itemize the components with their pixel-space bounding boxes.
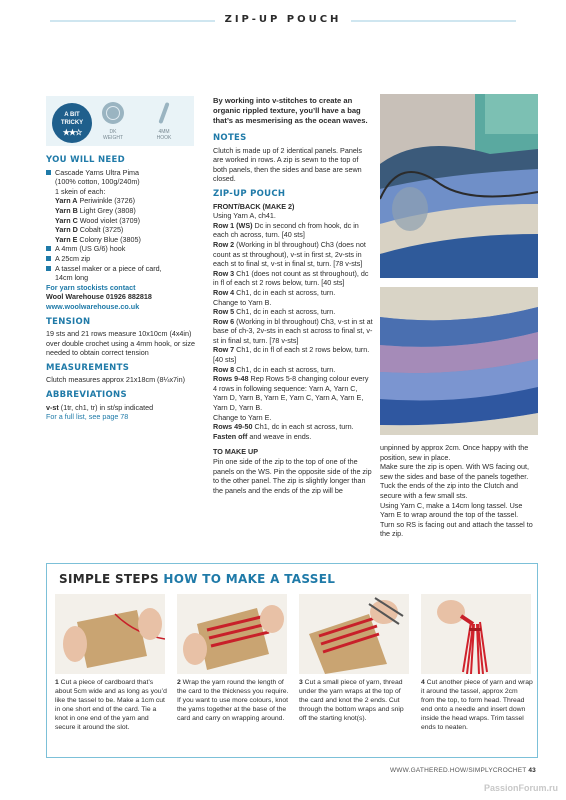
pattern-row: [213, 269, 373, 288]
notes-text: Clutch is made up of 2 identical panels. Panels are worked in rows. A zip is sewn to the top of both panels, then the sides and base are sewn closed.: [213, 145, 363, 184]
pattern-subheading: FRONT/BACK (MAKE 2): [213, 201, 295, 211]
difficulty-badge: [52, 103, 92, 143]
page-header: [0, 0, 566, 46]
stockists-url[interactable]: www.woolwarehouse.co.uk: [46, 301, 140, 311]
row-instruction: Rep Rows 5-8 changing colour every 4 rows in following sequence: Yarn A, Yarn C, Yarn D, Yarn B, Yarn E, Yarn C, Yarn A, Yarn E, Yarn D, Yarn B.: [213, 374, 369, 413]
pattern-row: [213, 432, 373, 442]
row-label: Row 7: [213, 345, 235, 355]
row-instruction: Change to Yarn B.: [213, 297, 272, 307]
row-instruction: Change to Yarn E.: [213, 412, 272, 422]
tassel-item-cont: 14cm long: [55, 273, 89, 283]
row-label: Row 1 (WS): [213, 220, 253, 230]
step-2-text: [177, 678, 289, 723]
stitch-closeup-photo: [380, 287, 538, 435]
yarn-weight-label: [93, 129, 133, 141]
yarn-code: Yarn E: [55, 234, 78, 244]
simple-steps-label: SIMPLE STEPS: [59, 572, 159, 586]
row-instruction: Dc in second ch from hook, dc in each ch across, turn. [40 sts]: [213, 220, 359, 240]
pattern-column: [213, 96, 373, 495]
step-description: Cut another piece of yarn and wrap it around the tassel, approx 2cm from the top, to form head. Thread end onto a needle and insert down inside the head wraps. Trim tassel ends to neaten.: [421, 679, 533, 731]
pattern-start: Using Yarn A, ch41.: [213, 211, 276, 221]
notes-heading: NOTES: [213, 133, 247, 143]
step-number: 4: [421, 679, 425, 686]
yarn-colour: Cobalt (3725): [79, 225, 124, 235]
crochet-hook-icon: [158, 102, 169, 124]
simple-steps-title: [59, 572, 335, 586]
step-3-text: [299, 678, 411, 723]
yarn-list-item: [46, 216, 206, 226]
row-instruction: Ch1, dc in each st across, turn.: [234, 364, 336, 374]
step-3-photo: [299, 594, 409, 674]
hook-size-value: 4MM: [158, 129, 170, 135]
page-title-text: ZIP-UP POUCH: [215, 14, 352, 25]
yarn-list-item: [46, 206, 206, 216]
step-number: 1: [55, 679, 59, 686]
abbreviations-heading: ABBREVIATIONS: [46, 390, 127, 401]
step-description: Wrap the yarn round the length of the card to the thickness you require. If you want to use more colours, knot the yarns together at the base of the card and carry on wrapping around.: [177, 679, 289, 722]
row-instruction: Ch1, dc in each st across, turn.: [252, 422, 354, 432]
yarn-spec: (100% cotton, 100g/240m): [55, 177, 140, 187]
yarn-list-item: [46, 196, 206, 206]
row-label: Row 8: [213, 364, 235, 374]
yarn-skein-note: 1 skein of each:: [55, 186, 106, 196]
measurements-heading: MEASUREMENTS: [46, 362, 130, 373]
zip-item: A 25cm zip: [46, 254, 206, 264]
you-will-need-heading: YOU WILL NEED: [46, 155, 125, 165]
badge-line-2: TRICKY: [60, 120, 84, 126]
abbreviation-term: v-st: [46, 402, 59, 412]
watermark: PassionForum.ru: [483, 783, 558, 793]
row-instruction: Ch1, dc in fl of each st 2 rows below, turn. [40 sts]: [213, 345, 370, 365]
tension-text: 19 sts and 21 rows measure 10x10cm (4x4in) over double crochet using a 4mm hook, or size needed to obtain correct tension: [46, 329, 196, 358]
yarn-list-item: [46, 225, 206, 235]
step-description: Cut a small piece of yarn, thread under the yarn wraps at the top of the card and knot the 2 ends. Cut through the bottom wraps and snip off the starting knot(s).: [299, 679, 404, 722]
badge-line-1: A BIT: [64, 112, 80, 118]
row-label: Row 3: [213, 268, 235, 278]
hook-size-label: [144, 129, 184, 141]
row-instruction: Ch1 (does not count as st throughout), dc in fl of each st 2 rows below, turn. [40 sts]: [213, 268, 369, 288]
row-label: Rows 49-50: [213, 422, 253, 432]
stockists-line-2: Wool Warehouse 01926 882818: [46, 292, 152, 302]
page-number: 43: [528, 767, 536, 774]
make-up-column: [380, 443, 538, 539]
pattern-row: [213, 374, 373, 412]
yarn-ball-icon: [102, 102, 124, 124]
abbreviations-more-link: For a full list, see page 78: [46, 412, 129, 422]
pouch-photo: [380, 94, 538, 278]
page-title: [0, 14, 566, 25]
yarn-weight-caption: WEIGHT: [103, 135, 123, 141]
pattern-rows: [213, 221, 373, 442]
abbreviation-item: [46, 403, 206, 413]
make-up-tassel: Using Yarn C, make a 14cm long tassel. Use Yarn E to wrap around the top of the tassel.: [380, 500, 523, 520]
yarn-weight-value: DK: [109, 129, 117, 135]
badge-stars-icon: ★★☆: [62, 128, 82, 137]
pattern-row: [213, 365, 373, 375]
make-up-text: Pin one side of the zip to the top of one of the panels on the WS. Pin the opposite side of the zip to the other panel. The zip is slightly longer than the panels and the ends of the zip will be: [213, 457, 372, 495]
difficulty-panel: [46, 96, 194, 146]
yarn-code: Yarn C: [55, 215, 78, 225]
stitch-closeup-image: [380, 287, 538, 435]
step-2-photo: [177, 594, 287, 674]
row-instruction: Ch1, dc in each st across, turn.: [234, 287, 336, 297]
step-description: Cut a piece of cardboard that’s about 5cm wide and as long as you’d like the tassel to be. Make a 1cm cut in one short end of the card. Tie a knot in one end of the yarn and secure it around the slot.: [55, 679, 167, 731]
step-4-image: [421, 594, 531, 674]
row-instruction: (Working in bl throughout) Ch3 (does not count as st throughout), v-st in first st, 2v-sts in each st to final st, v-st in final st, turn. [78 v-sts]: [213, 239, 366, 269]
pattern-row: [213, 298, 373, 308]
row-label: Fasten off: [213, 431, 248, 441]
step-1-photo: [55, 594, 165, 674]
tension-heading: TENSION: [46, 316, 91, 327]
make-up-finish: Turn so RS is facing out and attach the tassel to the zip.: [380, 519, 533, 539]
pattern-row: [213, 221, 373, 240]
row-instruction: (Working in bl throughout) Ch3, v-st in st at base of ch-3, 2v-sts in each st across to final st, v-st in final st, turn. [78 v-sts]: [213, 316, 373, 345]
abbreviation-def: (1tr, ch1, tr) in st/sp indicated: [60, 402, 154, 412]
row-label: Row 6: [213, 316, 235, 326]
step-4-text: [421, 678, 533, 732]
hook-size-caption: HOOK: [156, 135, 172, 141]
yarn-colour: Light Grey (3808): [79, 205, 136, 215]
yarn-colour: Colony Blue (3805): [79, 234, 141, 244]
step-number: 2: [177, 679, 181, 686]
pattern-row: [213, 307, 373, 317]
yarn-list-item: [46, 235, 206, 245]
pattern-row: [213, 288, 373, 298]
footer-url[interactable]: WWW.GATHERED.HOW/SIMPLYCROCHET: [389, 767, 527, 774]
pattern-row: [213, 317, 373, 346]
pattern-row: [213, 422, 373, 432]
row-label: Rows 9-48: [213, 374, 249, 384]
pattern-row: [213, 345, 373, 364]
make-up-heading: TO MAKE UP: [213, 447, 258, 457]
make-up-cont: unpinned by approx 2cm. Once happy with the position, sew in place.: [380, 443, 529, 462]
yarn-colour: Periwinkle (3726): [79, 196, 136, 206]
step-1-text: [55, 678, 167, 732]
row-label: Row 5: [213, 307, 235, 317]
measurements-text: Clutch measures approx 21x18cm (8¼x7in): [46, 375, 186, 385]
row-instruction: Ch1, dc in each st across, turn.: [234, 307, 336, 317]
step-3-image: [299, 594, 409, 674]
pattern-heading: ZIP-UP POUCH: [213, 188, 286, 199]
materials-column: [46, 156, 206, 422]
row-instruction: and weave in ends.: [247, 431, 312, 441]
step-number: 3: [299, 679, 303, 686]
row-label: Row 2: [213, 239, 235, 249]
intro-text: By working into v-stitches to create an organic rippled texture, you’ll have a bag that’s as mesmerising as the ocean waves.: [213, 96, 368, 125]
row-label: Row 4: [213, 287, 235, 297]
hook-item: A 4mm (US G/6) hook: [46, 244, 206, 254]
tassel-item: A tassel maker or a piece of card,: [46, 264, 206, 274]
yarn-code: Yarn A: [55, 196, 78, 206]
make-up-seaming: Make sure the zip is open. With WS facing out, sew the sides and base of the panels together. Tuck the ends of the zip into the Clutch and secure with a few small sts.: [380, 462, 530, 500]
yarn-colour: Wood violet (3709): [79, 215, 140, 225]
simple-steps-subtitle: HOW TO MAKE A TASSEL: [163, 572, 336, 586]
step-1-image: [55, 594, 165, 674]
yarn-code: Yarn D: [55, 225, 78, 235]
stockists-line-1: For yarn stockists contact: [46, 282, 136, 292]
page-footer: [390, 767, 536, 774]
pouch-photo-image: [380, 94, 538, 278]
simple-steps-box: [46, 563, 538, 758]
yarn-code: Yarn B: [55, 205, 78, 215]
step-4-photo: [421, 594, 531, 674]
pattern-row: [213, 240, 373, 269]
pattern-row: [213, 413, 373, 423]
step-2-image: [177, 594, 287, 674]
yarn-brand: Cascade Yarns Ultra Pima: [46, 168, 206, 178]
